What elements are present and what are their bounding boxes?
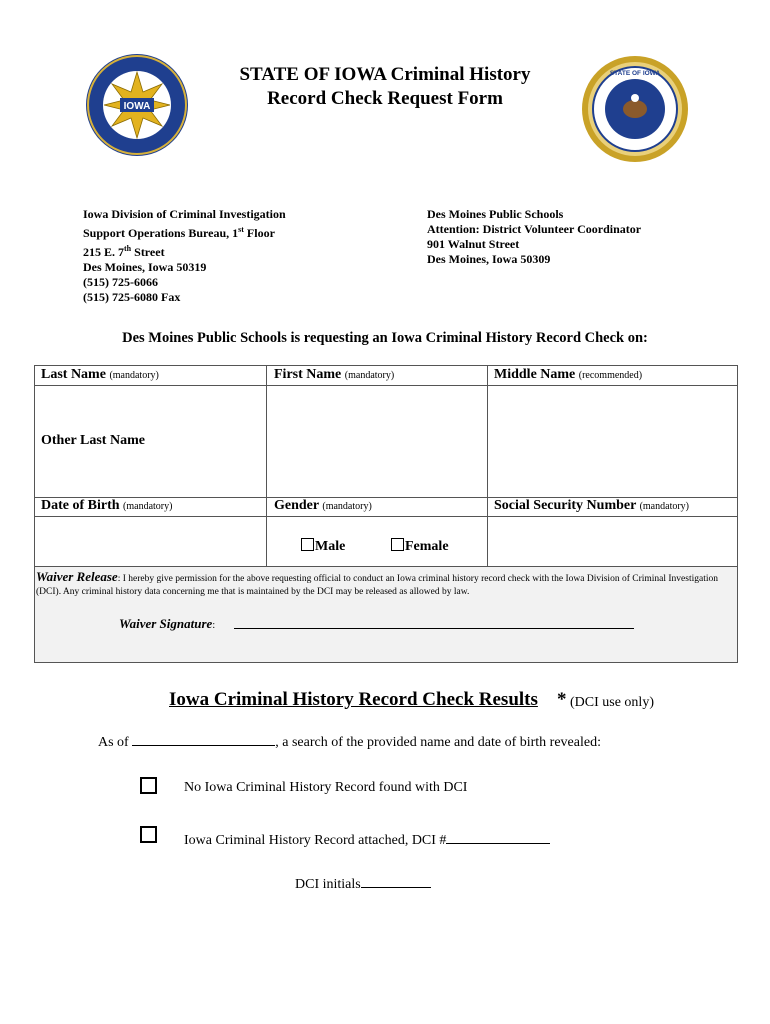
record-attached-option: Iowa Criminal History Record attached, DCI # [184, 830, 550, 849]
address-line: 901 Walnut Street [427, 237, 520, 251]
dob-label: Date of Birth (mandatory) [41, 498, 173, 513]
dci-initials-line: DCI initials [295, 874, 431, 893]
address-line: Des Moines, Iowa 50319 [83, 260, 207, 274]
address-line: Des Moines, Iowa 50309 [427, 252, 551, 266]
right-seal-text: STATE OF IOWA [609, 70, 661, 77]
no-record-checkbox[interactable] [140, 777, 157, 799]
as-of-date-blank[interactable] [132, 732, 275, 746]
middle-name-label: Middle Name (recommended) [494, 367, 643, 382]
results-star: * [557, 689, 567, 710]
address-line: 215 E. 7th Street [83, 244, 165, 259]
first-name-field[interactable] [267, 386, 487, 431]
ssn-label: Social Security Number (mandatory) [494, 498, 690, 513]
request-statement: Des Moines Public Schools is requesting an Iowa Criminal History Record Check on: [122, 330, 648, 346]
address-line: (515) 725-6066 [83, 275, 158, 289]
waiver-release-text: Waiver Release: I hereby give permission for the above requesting official to conduct an Iowa criminal history record check with the Iowa Division of Criminal Investigation (DCI). Any criminal history data concerning me that is maintained by the DCI may be released as allowed by law. [36, 569, 718, 597]
male-checkbox[interactable] [301, 538, 314, 551]
gender-label: Gender (mandatory) [274, 498, 372, 513]
form-title-line2: Record Check Request Form [267, 88, 503, 109]
form-title-line1: STATE OF IOWA Criminal History [239, 64, 531, 85]
female-option[interactable]: Female [391, 538, 449, 555]
address-line: Attention: District Volunteer Coordinator [427, 222, 642, 236]
address-line: (515) 725-6080 Fax [83, 290, 181, 304]
address-line: Support Operations Bureau, 1st Floor [83, 225, 275, 240]
record-attached-checkbox[interactable] [140, 826, 157, 848]
as-of-line: As of , a search of the provided name and date of birth revealed: [98, 732, 601, 751]
middle-name-field[interactable] [488, 386, 738, 431]
dci-number-blank[interactable] [446, 830, 550, 844]
waiver-signature-label: Waiver Signature: [119, 616, 216, 631]
waiver-signature-line[interactable] [234, 628, 634, 629]
dci-address [83, 207, 286, 305]
address-line: Des Moines Public Schools [427, 207, 564, 221]
first-name-label: First Name (mandatory) [274, 367, 395, 382]
last-name-label: Last Name (mandatory) [41, 367, 159, 382]
ssn-field[interactable] [488, 517, 738, 566]
female-checkbox[interactable] [391, 538, 404, 551]
dob-field[interactable] [35, 517, 266, 566]
left-seal-text: IOWA [123, 101, 151, 112]
dci-initials-blank[interactable] [361, 874, 431, 888]
school-address [427, 207, 641, 267]
last-name-field[interactable] [35, 386, 266, 431]
other-last-name-label: Other Last Name [41, 433, 145, 448]
other-last-name-field[interactable] [267, 432, 487, 497]
results-title: Iowa Criminal History Record Check Results [169, 689, 538, 710]
address-line: Iowa Division of Criminal Investigation [83, 207, 286, 221]
applicant-form-table [34, 365, 738, 663]
no-record-option: No Iowa Criminal History Record found with DCI [184, 780, 468, 795]
male-option[interactable]: Male [301, 538, 345, 555]
results-note: (DCI use only) [570, 695, 654, 710]
